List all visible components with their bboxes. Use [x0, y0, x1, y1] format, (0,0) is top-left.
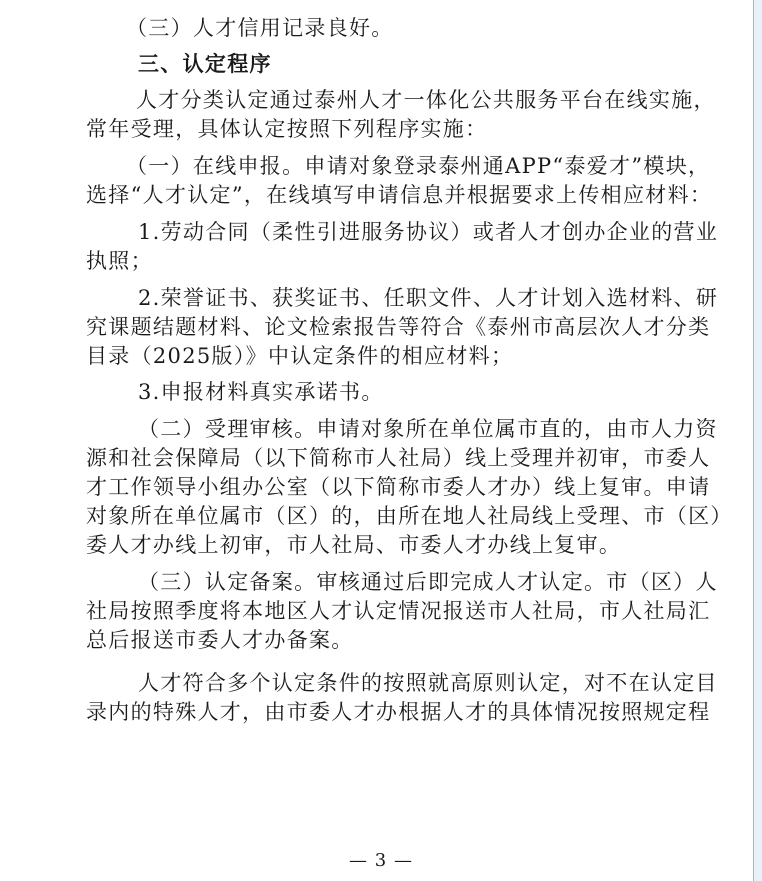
- page-edge-border: [753, 0, 762, 881]
- paragraph-line: （三）认定备案。审核通过后即完成人才认定。市（区）人: [138, 570, 718, 594]
- paragraph-line: 录内的特殊人才，由市委人才办根据人才的具体情况按照规定程: [86, 700, 711, 724]
- paragraph-line: 3.申报材料真实承诺书。: [138, 380, 384, 404]
- paragraph-line: 源和社会保障局（以下简称市人社局）线上受理并初审，市委人: [86, 446, 711, 470]
- paragraph-line: 执照；: [86, 249, 153, 273]
- paragraph-line: 总后报送市委人才办备案。: [86, 628, 354, 652]
- page-number: — 3 —: [349, 850, 413, 871]
- paragraph-line: 对象所在单位属市（区）的，由所在地人社局线上受理、市（区）: [86, 504, 733, 528]
- paragraph-line: 委人才办线上初审，市人社局、市委人才办线上复审。: [86, 533, 622, 557]
- paragraph-line: 常年受理，具体认定按照下列程序实施：: [86, 117, 488, 141]
- paragraph-line: 目录（2025版）》中认定条件的相应材料；: [86, 344, 514, 368]
- paragraph-line: 选择“人才认定”，在线填写申请信息并根据要求上传相应材料：: [86, 183, 713, 207]
- paragraph-line: 1.劳动合同（柔性引进服务协议）或者人才创办企业的营业: [138, 220, 719, 244]
- criterion-3-line: （三）人才信用记录良好。: [126, 16, 394, 40]
- paragraph-line: （一）在线申报。申请对象登录泰州通APP“泰爱才”模块，: [126, 154, 711, 178]
- paragraph-line: 才工作领导小组办公室（以下简称市委人才办）线上复审。申请: [86, 475, 711, 499]
- paragraph-line: 2.荣誉证书、获奖证书、任职文件、人才计划入选材料、研: [138, 286, 719, 310]
- document-body: [86, 14, 733, 727]
- paragraph-line: （二）受理审核。申请对象所在单位属市直的，由市人力资: [138, 417, 718, 441]
- paragraph-line: 究课题结题材料、论文检索报告等符合《泰州市高层次人才分类: [86, 315, 711, 339]
- section-heading-procedure: 三、认定程序: [138, 52, 272, 76]
- paragraph-line: 人才符合多个认定条件的按照就高原则认定，对不在认定目: [138, 671, 718, 695]
- paragraph-line: 人才分类认定通过泰州人才一体化公共服务平台在线实施，: [136, 88, 716, 112]
- paragraph-line: 社局按照季度将本地区人才认定情况报送市人社局，市人社局汇: [86, 599, 711, 623]
